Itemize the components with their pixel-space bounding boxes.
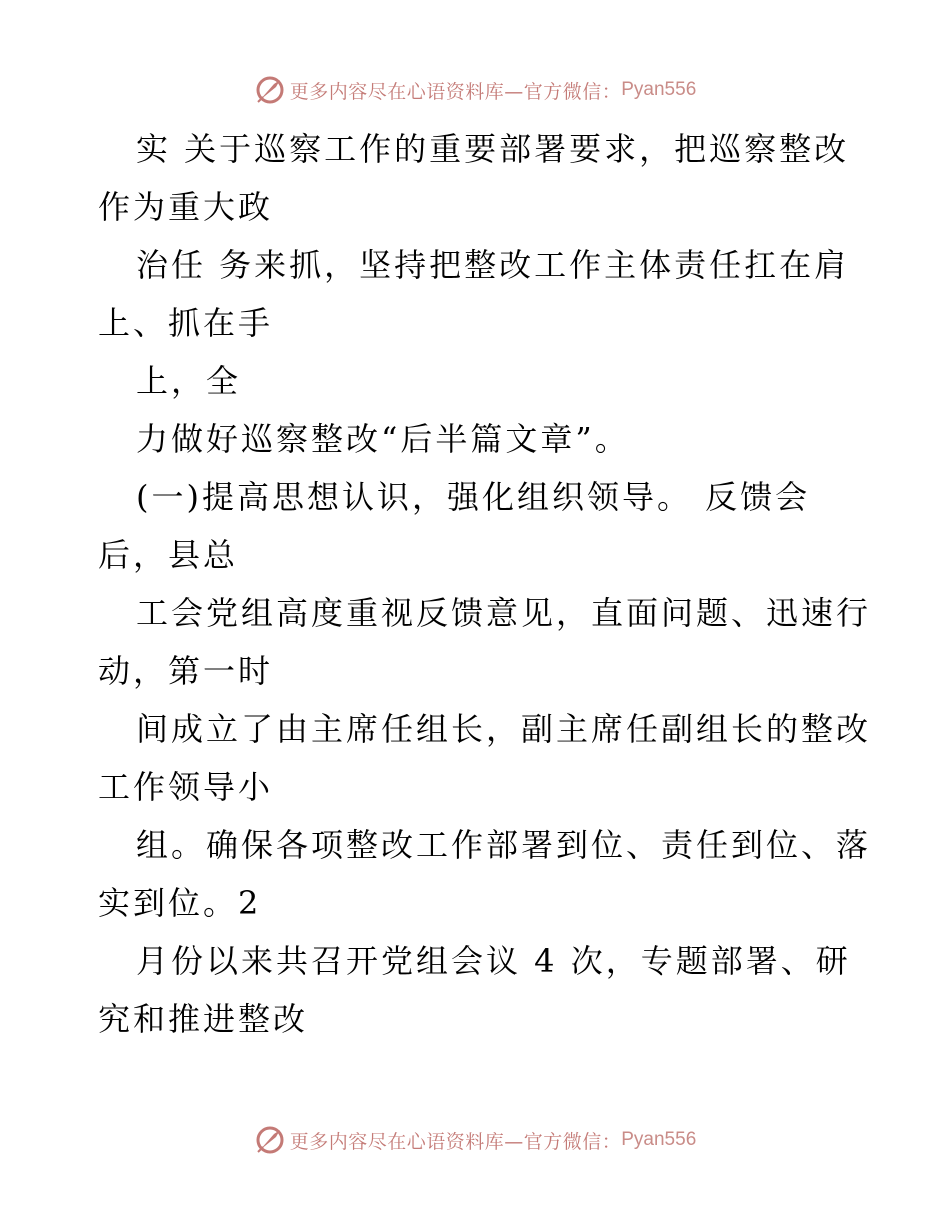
text-line: 间成立了由主席任组长，副主席任副组长的整改 [136, 710, 872, 748]
quill-logo-icon [254, 1124, 286, 1156]
section-heading: (一)提高思想认识，强化组织领导。 反馈会 [136, 478, 811, 516]
watermark-text: 更多内容尽在心语资料库—官方微信： [289, 1130, 622, 1153]
text-line: 力做好巡察整改“后半篇文章”。 [136, 420, 630, 458]
text-line: 治任 务来抓，坚持把整改工作主体责任扛在肩 [136, 246, 850, 284]
text-line: 上，全 [136, 362, 242, 400]
footer-watermark [0, 1120, 950, 1160]
quill-logo-icon [254, 74, 286, 106]
text-line: 究和推进整改 [98, 1000, 309, 1038]
text-line: 实 关于巡察工作的重要部署要求，把巡察整改 [136, 130, 850, 168]
document-body [98, 120, 872, 1048]
text-line: 上、抓在手 [98, 304, 274, 342]
watermark-text: 更多内容尽在心语资料库—官方微信： [289, 80, 622, 103]
watermark-wechat-id: Pyan556 [621, 1129, 697, 1150]
text-line: 后，县总 [98, 536, 239, 574]
watermark-wechat-id: Pyan556 [621, 79, 697, 100]
text-line: 月份以来共召开党组会议 4 次，专题部署、研 [136, 942, 851, 980]
text-line: 实到位。2 [98, 884, 262, 922]
text-line: 作为重大政 [98, 188, 274, 226]
text-line: 动，第一时 [98, 652, 274, 690]
header-watermark [0, 70, 950, 110]
text-line: 工会党组高度重视反馈意见，直面问题、迅速行 [136, 594, 872, 632]
text-line: 组。确保各项整改工作部署到位、责任到位、落 [136, 826, 872, 864]
text-line: 工作领导小 [98, 768, 274, 806]
